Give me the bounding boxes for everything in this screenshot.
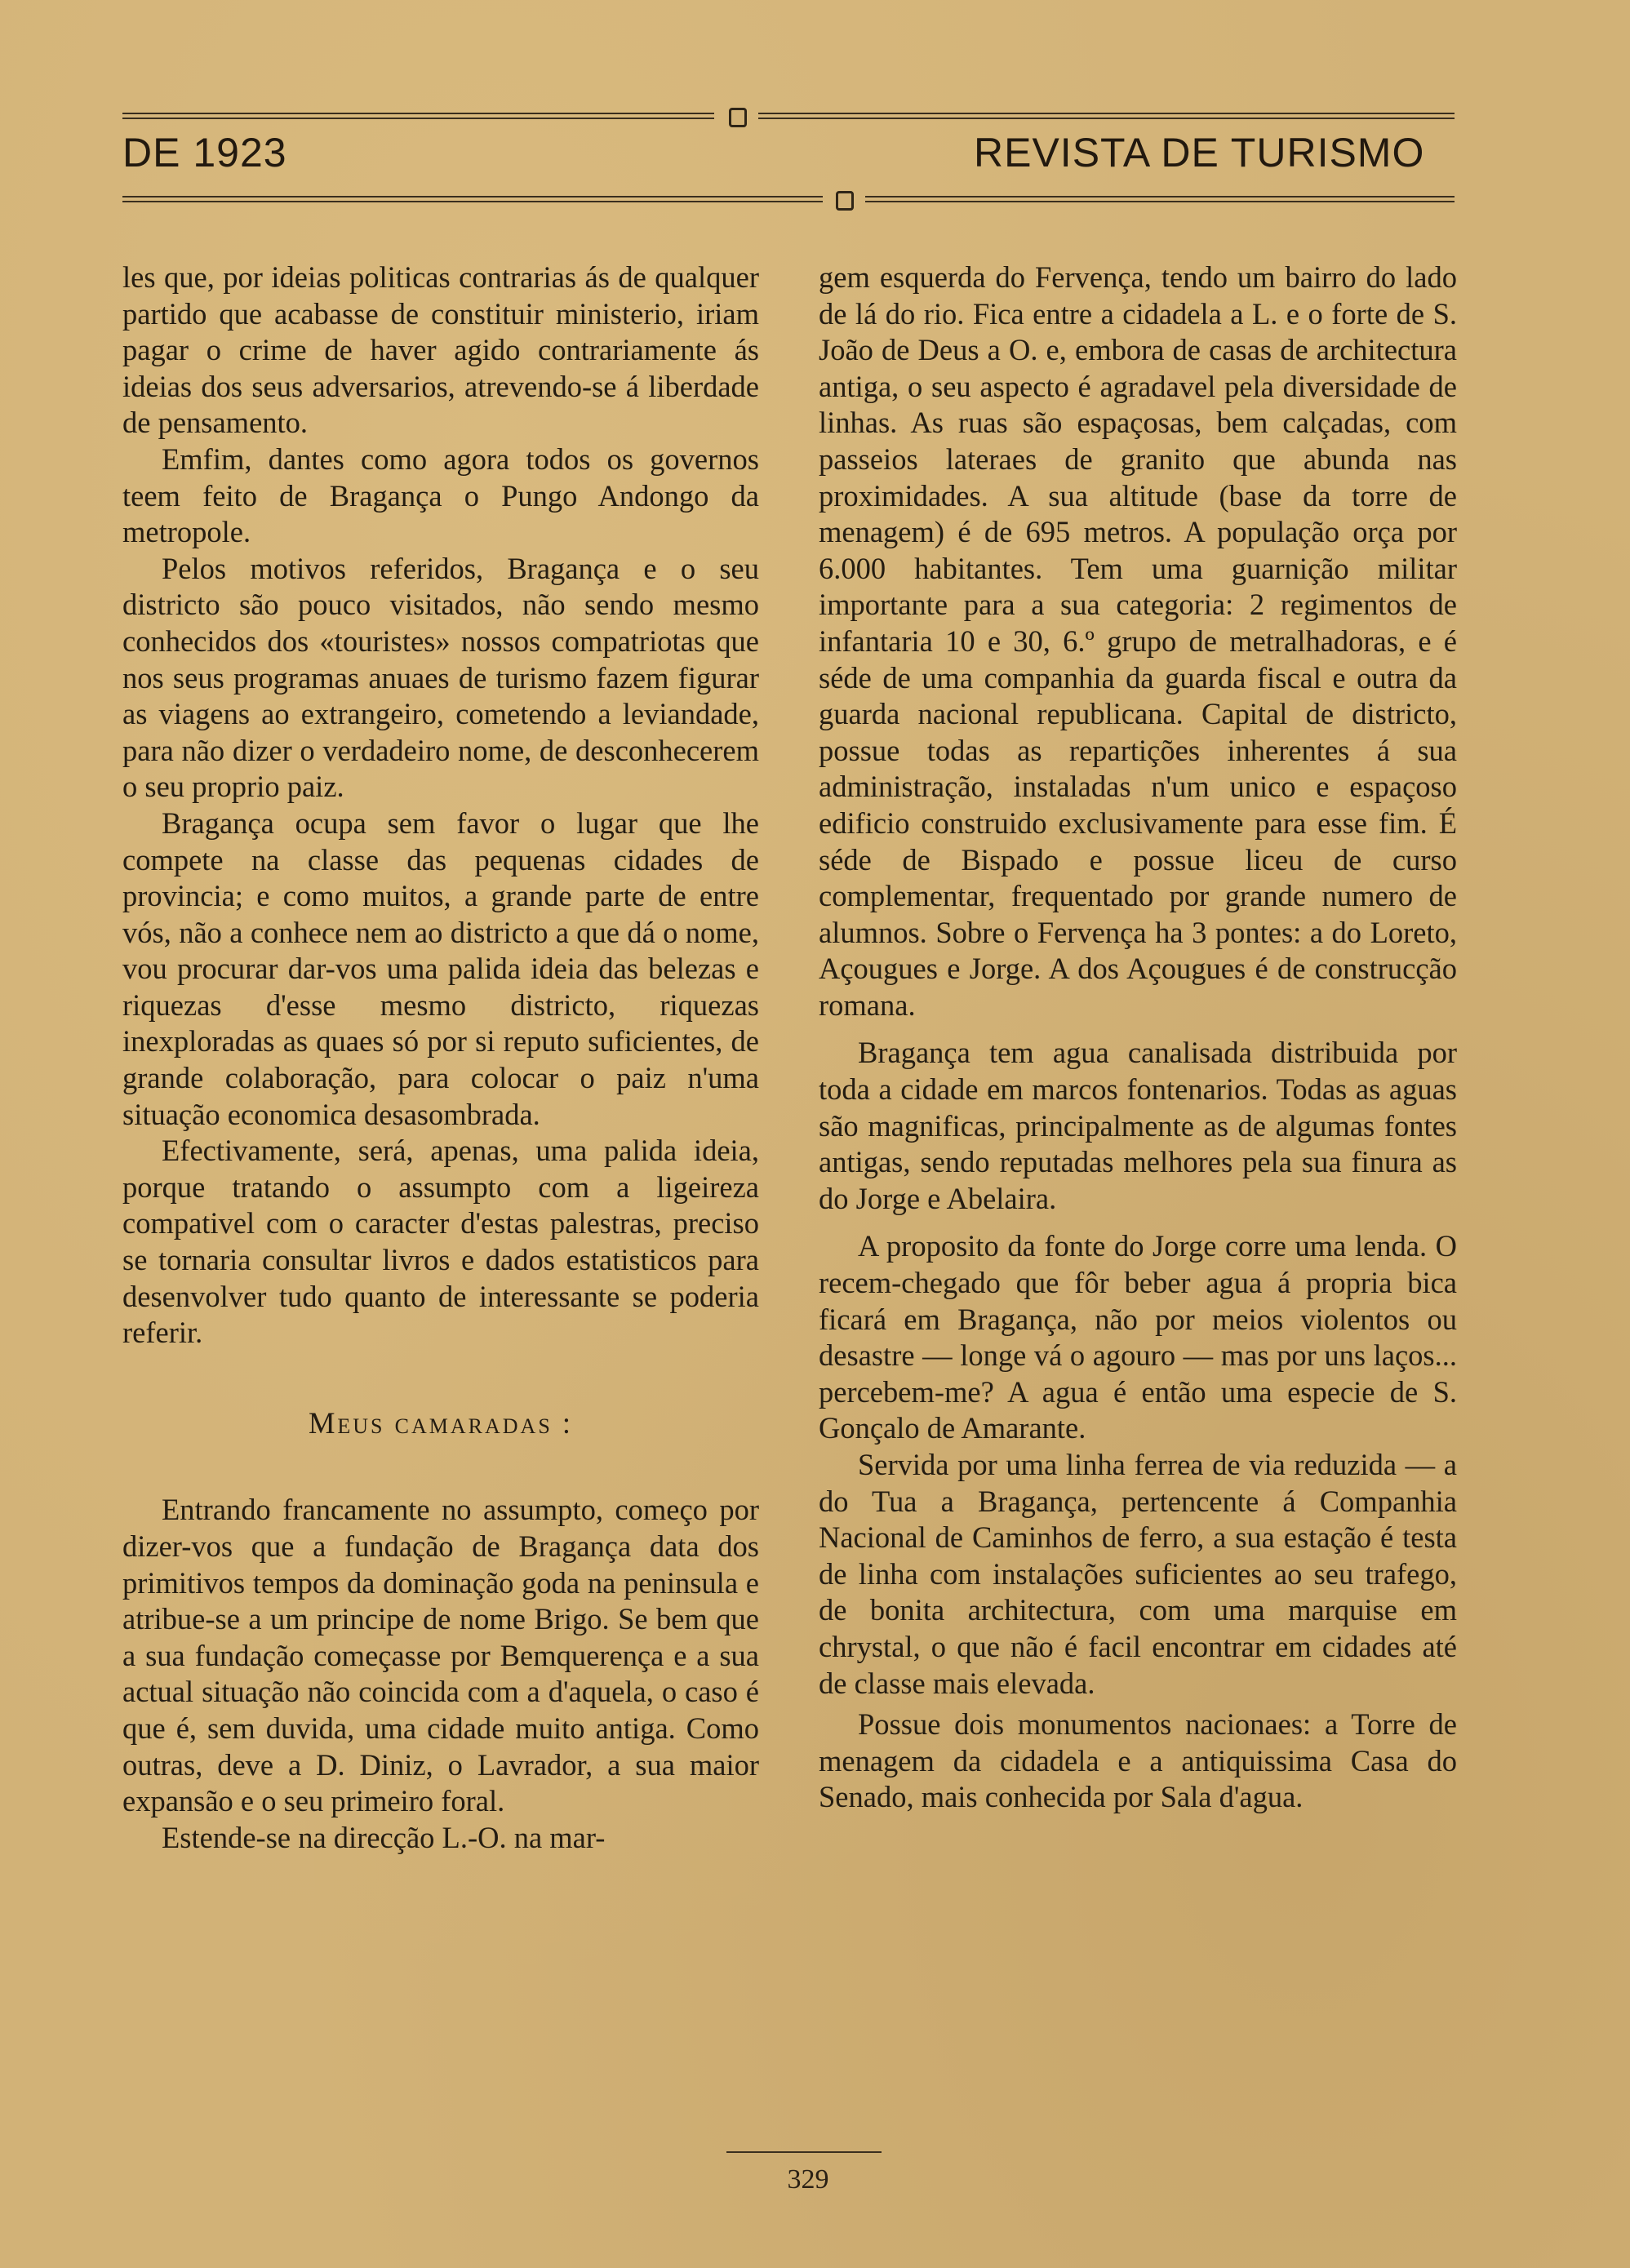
- header-left: DE 1923: [122, 130, 287, 175]
- paragraph: Estende-se na direcção L.-O. na mar-: [162, 1820, 606, 1854]
- page-number: 329: [787, 2164, 829, 2195]
- paragraph: Possue dois monumentos nacionaes: a Torre de menagem da cidadela e a antiquissima Casa do Senado, mais conhecida por Sala d'agua.: [819, 1707, 1457, 1814]
- paragraph: Entrando francamente no assumpto, começo por dizer-vos que a fundação de Bragança data dos primitivos tempos da dominação goda na peninsula e atribue-se a um principe de nome Brigo. Se bem que a sua fundação começasse por Bemquerença e a sua actual situação não coincida com a d'aquela, o caso é que é, sem duvida, uma cidade muito antiga. Como outras, deve a D. Diniz, o Lavrador, a sua maior expansão e o seu primeiro foral.: [122, 1493, 759, 1818]
- paragraph: Pelos motivos referidos, Bragança e o seu districto são pouco visitados, não sendo mesmo conhecidos dos «touristes» nossos compatriotas que nos seus programas anuaes de turismo fazem figurar as viagens ao extrangeiro, cometendo a leviandade, para não dizer o verdadeiro nome, de desconhecerem o seu proprio paiz.: [122, 551, 759, 804]
- ornament-bottom: [836, 191, 854, 211]
- paragraph: Efectivamente, será, apenas, uma palida ideia, porque tratando o assumpto com a ligeireza compativel com o caracter d'estas palestras, preciso se tornaria consultar livros e dados estatisticos para desenvolver tudo quanto de interessante se poderia referir.: [122, 1134, 759, 1350]
- top-rule: [122, 113, 714, 121]
- right-column: [819, 260, 1457, 1816]
- paragraph: Bragança tem agua canalisada distribuida por toda a cidade em marcos fontenarios. Todas as aguas são magnificas, principalmente as de algumas fontes antigas, sendo reputadas melhores pela sua finura as do Jorge e Abelaira.: [819, 1036, 1457, 1215]
- top-rule-right: [758, 113, 1455, 121]
- header-rule: [122, 196, 823, 204]
- header-right: REVISTA DE TURISMO: [974, 130, 1425, 175]
- left-column: [122, 260, 759, 1856]
- paragraph: Servida por uma linha ferrea de via reduzida — a do Tua a Bragança, pertencente á Companhia Nacional de Caminhos de ferro, a sua estação é testa de linha com instalações suficientes ao seu trafego, de bonita architectura, com uma marquise em chrystal, o que não é facil encontrar em cidades até de classe mais elevada.: [819, 1448, 1457, 1700]
- paragraph: Emfim, dantes como agora todos os governos teem feito de Bragança o Pungo Andongo da metropole.: [122, 442, 759, 549]
- paragraph: A proposito da fonte do Jorge corre uma lenda. O recem-chegado que fôr beber agua á propria bica ficará em Bragança, não por meios violentos ou desastre — longe vá o agouro — mas por uns laços... percebem-me? A agua é então uma especie de S. Gonçalo de Amarante.: [819, 1229, 1457, 1445]
- paragraph: les que, por ideias politicas contrarias ás de qualquer partido que acabasse de constituir ministerio, iriam pagar o crime de haver agido contrariamente ás ideias dos seus adversarios, atrevendo-se á liberdade de pensamento.: [122, 260, 759, 440]
- paragraph: gem esquerda do Fervença, tendo um bairro do lado de lá do rio. Fica entre a cidadela a L. e o forte de S. João de Deus a O. e, embora de casas de architectura antiga, o seu aspecto é agradavel pela diversidade de linhas. As ruas são espaçosas, bem calçadas, com passeios lateraes de granito que abunda nas proximidades. A sua altitude (base da torre de menagem) é de 695 metros. A população orça por 6.000 habitantes. Tem uma guarnição militar importante para a sua categoria: 2 regimentos de infantaria 10 e 30, 6.º grupo de metralhadoras, e é séde de uma companhia da guarda fiscal e outra da guarda nacional republicana. Capital de districto, possue todas as repartições inherentes á sua administração, instaladas n'um unico e espaçoso edificio construido exclusivamente para esse fim. É séde de Bispado e possue liceu de curso complementar, frequentado por grande numero de alumnos. Sobre o Fervença ha 3 pontes: a do Loreto, Açougues e Jorge. A dos Açougues é de construcção romana.: [819, 260, 1457, 1022]
- header-rule-right: [865, 196, 1455, 204]
- section-heading: Meus camaradas :: [308, 1405, 574, 1440]
- footer-rule: [726, 2151, 882, 2153]
- ornament-top: [729, 108, 747, 127]
- paragraph: Bragança ocupa sem favor o lugar que lhe compete na classe das pequenas cidades de provincia; e como muitos, a grande parte de entre vós, não a conhece nem ao districto a que dá o nome, vou procurar dar-vos uma palida ideia das belezas e riquezas d'esse mesmo districto, riquezas inexploradas as quaes só por si reputo suficientes, de grande colaboração, para colocar o paiz n'uma situação economica desasombrada.: [122, 806, 759, 1131]
